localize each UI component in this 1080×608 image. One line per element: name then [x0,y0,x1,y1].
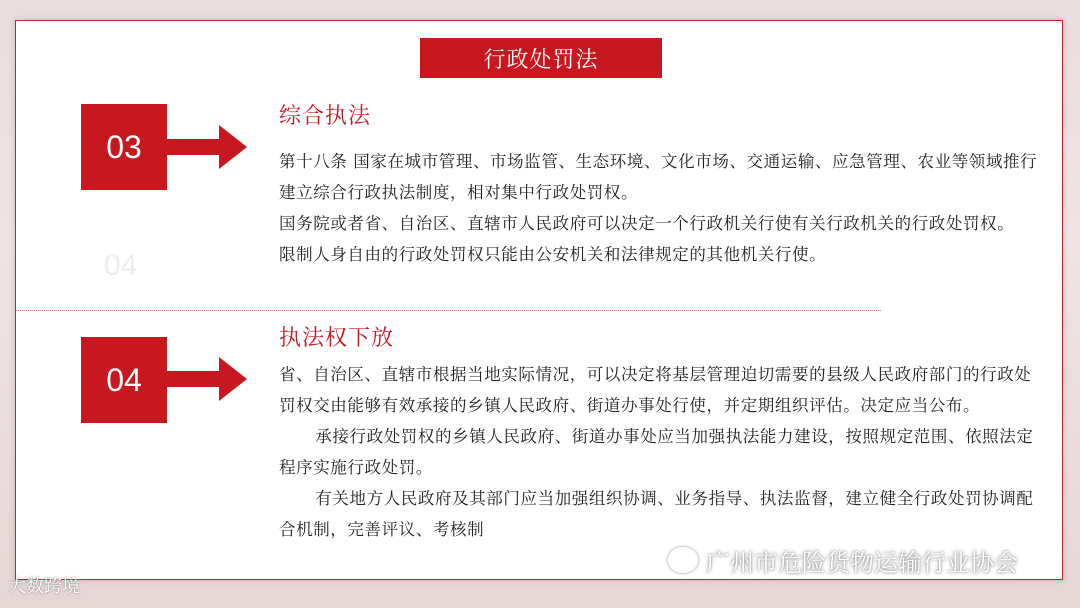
paragraph: 有关地方人民政府及其部门应当加强组织协调、业务指导、执法监督，建立健全行政处罚协调配合机制，完善评议、考核制 [279,489,1034,539]
arrow-right-icon [167,357,247,401]
paragraph: 第十八条 国家在城市管理、市场监管、生态环境、文化市场、交通运输、应急管理、农业等领域推行建立综合行政执法制度，相对集中行政处罚权。 [279,152,1038,202]
paragraph: 国务院或者省、自治区、直辖市人民政府可以决定一个行政机关行使有关行政机关的行政处罚权。 [279,214,1015,233]
section-heading: 执法权下放 [279,326,395,351]
section-body [279,359,1039,545]
section-body [279,146,1039,270]
section-number-badge: 04 [81,337,167,423]
paragraph: 承接行政处罚权的乡镇人民政府、街道办事处应当加强执法能力建设，按照规定范围、依照法定程序实施行政处罚。 [279,427,1034,477]
watermark-right [668,542,1018,578]
watermark-text: 广州市危险货物运输行业协会 [706,548,1018,577]
arrow-right-icon [167,125,247,169]
paragraph: 省、自治区、直辖市根据当地实际情况，可以决定将基层管理迫切需要的县级人民政府部门的行政处罚权交由能够有效承接的乡镇人民政府、街道办事处行使，并定期组织评估。决定应当公布。 [279,365,1032,415]
watermark-left: 大数跨境 [8,576,80,597]
section-divider [16,310,881,311]
ghost-number: 04 [104,249,138,282]
wechat-icon [668,547,698,573]
slide [15,20,1063,580]
section-number-badge: 03 [81,104,167,190]
section-heading: 综合执法 [279,104,372,129]
paragraph: 限制人身自由的行政处罚权只能由公安机关和法律规定的其他机关行使。 [279,245,827,264]
slide-title: 行政处罚法 [420,38,662,78]
